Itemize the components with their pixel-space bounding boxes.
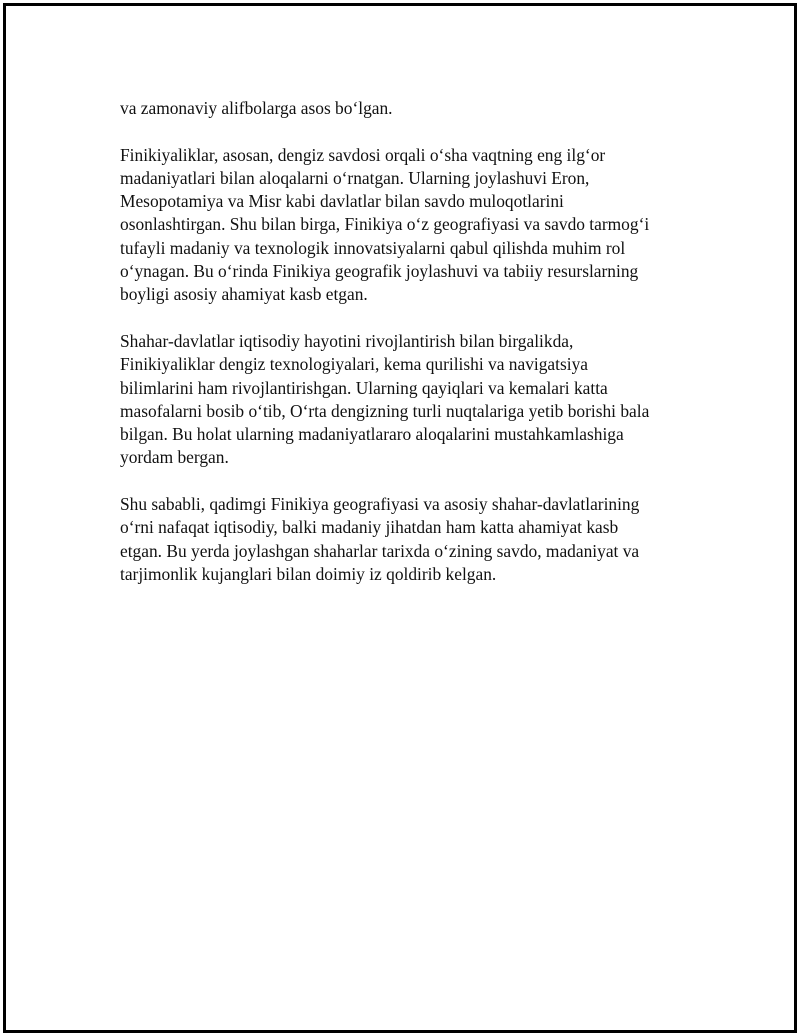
text-line: o‘ynagan. Bu o‘rinda Finikiya geografik joylashuvi va tabiiy resurslarning: [120, 261, 639, 282]
text-line: Shahar-davlatlar iqtisodiy hayotini rivojlantirish bilan birgalikda,: [120, 330, 574, 351]
text-line: tufayli madaniy va texnologik innovatsiyalarni qabul qilishda muhim rol: [120, 237, 626, 258]
text-line: etgan. Bu yerda joylashgan shaharlar tarixda o‘zining savdo, madaniyat va: [120, 540, 640, 561]
paragraph-3: [120, 330, 690, 470]
text-line: va zamonaviy alifbolarga asos bo‘lgan.: [120, 98, 393, 118]
page-frame: [3, 3, 797, 1033]
text-line: bilimlarini ham rivojlantirishgan. Ularning qayiqlari va kemalari katta: [120, 377, 608, 398]
paragraph-4: [120, 493, 690, 586]
document-body: [120, 97, 690, 610]
text-line: bilgan. Bu holat ularning madaniyatlararo aloqalarini mustahkamlashiga: [120, 424, 624, 445]
paragraph-2: [120, 144, 690, 307]
text-line: madaniyatlari bilan aloqalarni o‘rnatgan. Ularning joylashuvi Eron,: [120, 167, 590, 188]
text-line: boyligi asosiy ahamiyat kasb etgan.: [120, 284, 368, 305]
paragraph-1: [120, 97, 690, 120]
text-line: masofalarni bosib o‘tib, O‘rta dengizning turli nuqtalariga yetib borishi bala: [120, 400, 650, 421]
text-line: osonlashtirgan. Shu bilan birga, Finikiya o‘z geografiyasi va savdo tarmog‘i: [120, 214, 650, 235]
text-line: o‘rni nafaqat iqtisodiy, balki madaniy jihatdan ham katta ahamiyat kasb: [120, 517, 619, 538]
text-line: Finikiyaliklar dengiz texnologiyalari, kema qurilishi va navigatsiya: [120, 354, 588, 375]
text-line: Shu sababli, qadimgi Finikiya geografiyasi va asosiy shahar-davlatlarining: [120, 494, 640, 515]
text-line: yordam bergan.: [120, 447, 229, 468]
text-line: Mesopotamiya va Misr kabi davlatlar bilan savdo muloqotlarini: [120, 191, 564, 212]
text-line: tarjimonlik kujanglari bilan doimiy iz qoldirib kelgan.: [120, 563, 497, 584]
text-line: Finikiyaliklar, asosan, dengiz savdosi orqali o‘sha vaqtning eng ilg‘or: [120, 144, 606, 165]
